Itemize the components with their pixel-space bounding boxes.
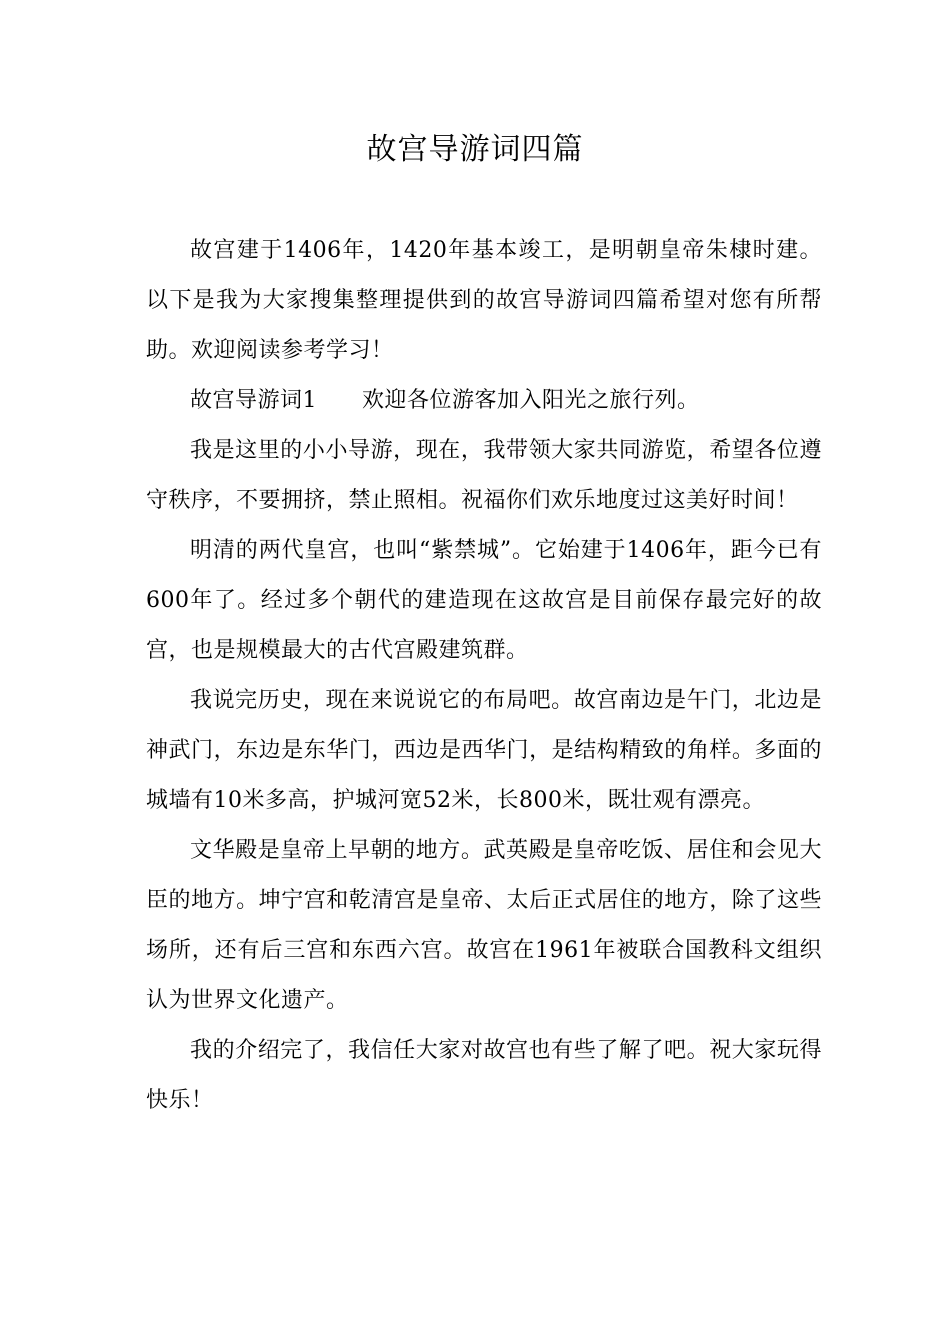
page-title: 故宫导游词四篇 [366, 132, 584, 167]
document-body [146, 226, 822, 1126]
paragraph: 文华殿是皇帝上早朝的地方。武英殿是皇帝吃饭、居住和会见大臣的地方。坤宁宫和乾清宫是皇帝、太后正式居住的地方，除了这些场所，还有后三宫和东西六宫。故宫在1961年被联合国教科文组织认为世界文化遗产。 [146, 838, 822, 1013]
paragraph: 我的介绍完了，我信任大家对故宫也有些了解了吧。祝大家玩得快乐！ [146, 1038, 822, 1113]
paragraph: 故宫导游词1 欢迎各位游客加入阳光之旅行列。 [190, 388, 700, 413]
paragraph: 故宫建于1406年，1420年基本竣工，是明朝皇帝朱棣时建。以下是我为大家搜集整理提供到的故宫导游词四篇希望对您有所帮助。欢迎阅读参考学习！ [146, 238, 822, 363]
paragraph: 我说完历史，现在来说说它的布局吧。故宫南边是午门，北边是神武门，东边是东华门，西边是西华门，是结构精致的角样。多面的城墙有10米多高，护城河宽52米，长800米，既壮观有漂亮。 [146, 688, 822, 813]
paragraph: 明清的两代皇宫，也叫“紫禁城”。它始建于1406年，距今已有600年了。经过多个朝代的建造现在这故宫是目前保存最完好的故宫，也是规模最大的古代宫殿建筑群。 [146, 538, 822, 663]
paragraph: 我是这里的小小导游，现在，我带领大家共同游览，希望各位遵守秩序，不要拥挤，禁止照相。祝福你们欢乐地度过这美好时间！ [146, 438, 822, 513]
